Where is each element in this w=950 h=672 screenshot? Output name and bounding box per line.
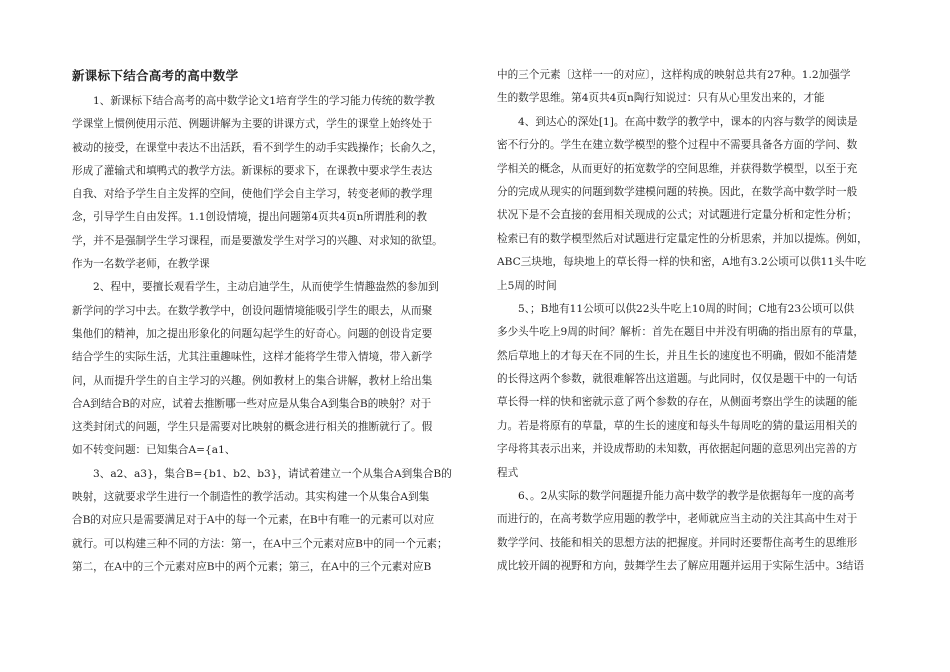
- right-column-text: [497, 64, 889, 579]
- text-line: 状况下是不会直接的套用相关现成的公式；对试题进行定量分析和定性分析；: [497, 209, 858, 222]
- left-column: [72, 64, 470, 579]
- text-line: 检索已有的数学模型然后对试题进行定量定性的分析思索，并加以提炼。例如，: [497, 232, 868, 245]
- left-column-text: [72, 90, 470, 579]
- text-line: 2、程中，要擅长观看学生，主动启迪学生，从而使学生情趣盎然的参加到: [93, 281, 439, 294]
- text-line: 映射，这就要求学生进行一个制造性的教学活动。其实构建一个从集合A到集: [72, 491, 430, 504]
- text-line: 数学学问、技能和相关的思想方法的把握度。并同时还要帮住高考生的思维形: [497, 536, 858, 549]
- text-line: 集他们的精神，加之提出形象化的问题勾起学生的好奇心。问题的创设肯定要: [72, 327, 433, 340]
- text-line: 第二，在A中的三个元素对应B中的两个元素；第三，在A中的三个元素对应B: [72, 560, 432, 573]
- text-line: 学相关的概念，从而更好的拓宽数学的空间思维，并获得数学模型，以至于充: [497, 162, 858, 175]
- text-line: 多少头牛吃上9周的时间？解析：首先在题目中并没有明确的指出原有的草量，: [497, 326, 864, 339]
- text-line: 力。若是将原有的草量，草的生长的速度和每头牛每周吃的猜的量运用相关的: [497, 419, 858, 432]
- document-title: 新课标下结合高考的高中数学: [72, 68, 239, 83]
- text-line: 学，并不是强制学生学习课程，而是要激发学生对学习的兴趣、对求知的欲望。: [72, 234, 443, 247]
- text-line: 生的数学思维。第4页共4页n陶行知说过：只有从心里发出来的，才能: [497, 92, 825, 105]
- text-line: 这类封闭式的问题，学生只是需要对比映射的概念进行相关的推断就行了。假: [72, 421, 433, 434]
- text-line: 被动的接受，在课堂中表达不出活跃，看不到学生的动手实践操作；长俞久之，: [72, 141, 443, 154]
- right-column: [497, 64, 889, 579]
- text-line: 4、到达心的深处[1]。在高中数学的教学中，课本的内容与数学的阅读是: [518, 115, 858, 128]
- text-line: 3、a2、a3}，集合B={b1、b2、b3}，请试着建立一个从集合A到集合B的: [93, 467, 452, 480]
- text-line: 上5周的时间: [497, 279, 557, 292]
- text-line: 结合学生的实际生活，尤其注重趣味性，这样才能将学生带入情境，带入新学: [72, 351, 433, 364]
- text-line: 成比较开阔的视野和方向，鼓舞学生去了解应用题并运用于实际生活中。3结语: [497, 560, 864, 573]
- text-line: 6、。2从实际的数学问题提升能力高中数学的教学是依据每年一度的高考: [518, 490, 855, 503]
- text-line: 草长得一样的快和密就示意了两个参数的存在，从侧面考察出学生的读题的能: [497, 396, 858, 409]
- text-line: 合A到结合B的对应，试着去推断哪一些对应是从集合A到集合B的映射？对于: [72, 397, 432, 410]
- text-line: 字母将其表示出来，并设成帮助的未知数，再依据起问题的意思列出完善的方: [497, 443, 858, 456]
- text-line: 程式: [497, 466, 519, 479]
- text-line: 问，从而提升学生的自主学习的兴趣。例如教材上的集合讲解，教材上给出集: [72, 374, 433, 387]
- text-line: 形成了灌输式和填鸭式的教学方法。新课标的要求下，在课教中要求学生表达: [72, 164, 433, 177]
- text-line: 就行。可以构建三种不同的方法：第一，在A中三个元素对应B中的同一个元素；: [72, 537, 448, 550]
- text-line: 而进行的，在高考数学应用题的教学中，老师就应当主动的关注其高中生对于: [497, 513, 858, 526]
- text-line: 作为一名数学老师，在教学课: [72, 258, 210, 271]
- text-line: 自我、对给予学生自主发挥的空间，使他们学会自主学习，转变老师的教学理: [72, 188, 433, 201]
- text-line: 的长得这两个参数，就很难解答出这道题。与此同时，仅仅是题干中的一句话: [497, 373, 858, 386]
- text-line: 合B的对应只是需要满足对于A中的每一个元素，在B中有唯一的元素可以对应: [72, 514, 435, 527]
- text-line: 念，引导学生自由发挥。1.1创设情境，提出问题第4页共4页n所谓胜利的教: [72, 211, 427, 224]
- text-line: 1、新课标下结合高考的高中数学论文1培育学生的学习能力传统的数学教: [93, 95, 435, 107]
- text-line: 然后草地上的才每天在不同的生长，并且生长的速度也不明确，假如不能清楚: [497, 349, 858, 362]
- text-line: 5、；B地有11公顷可以供22头牛吃上10周的时间；C地有23公顷可以供: [518, 302, 855, 315]
- text-line: 中的三个元素〔这样一一的对应〕，这样构成的映射总共有27种。1.2加强学: [497, 69, 851, 81]
- text-line: 分的完成从现实的问题到数学建模问题的转换。因此，在数学高中数学时一般: [497, 185, 858, 198]
- text-line: 如不转变问题：已知集合A={a1、: [72, 444, 236, 457]
- text-line: ABC三块地，每块地上的草长得一样的快和密，A地有3.2公顷可以供11头牛吃: [497, 256, 866, 269]
- text-line: 新学问的学习中去。在数学教学中，创设问题情境能吸引学生的眼去，从而聚: [72, 304, 433, 317]
- text-line: 密不行分的。学生在建立数学模型的整个过程中不需要具备各方面的学问、数: [497, 139, 858, 152]
- text-line: 学课堂上惯例使用示范、例题讲解为主要的讲课方式，学生的课堂上始终处于: [72, 118, 433, 131]
